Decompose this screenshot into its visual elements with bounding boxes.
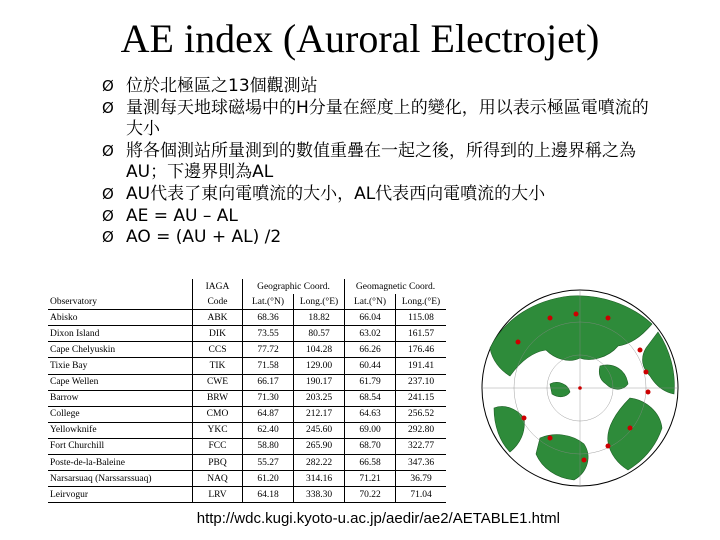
observatory-name: Tixie Bay [48, 358, 193, 374]
iaga-code: TIK [193, 358, 243, 374]
mag-lat: 66.58 [345, 455, 396, 471]
mag-lat: 66.04 [345, 310, 396, 326]
header-geomagnetic: Geomagnetic Coord. [345, 279, 447, 294]
bullet-list [102, 76, 662, 249]
geo-lat: 58.80 [243, 438, 294, 454]
mag-long: 237.10 [396, 374, 447, 390]
geo-lat: 77.72 [243, 342, 294, 358]
geo-lat: 64.18 [243, 487, 294, 503]
mag-lat: 63.02 [345, 326, 396, 342]
mag-long: 36.79 [396, 471, 447, 487]
mag-lat: 70.22 [345, 487, 396, 503]
header-lat-mag: Lat.(°N) [345, 294, 396, 310]
polar-map-icon [480, 288, 680, 488]
geo-long: 265.90 [294, 438, 345, 454]
table-row [48, 438, 446, 454]
bullet-item [102, 98, 662, 141]
iaga-code: LRV [193, 487, 243, 503]
mag-long: 115.08 [396, 310, 447, 326]
bullet-text: AE = AU – AL [126, 205, 238, 226]
observatory-table [48, 279, 446, 503]
mag-long: 71.04 [396, 487, 447, 503]
mag-long: 176.46 [396, 342, 447, 358]
table-row [48, 374, 446, 390]
observatory-name: Narsarsuaq (Narssarssuaq) [48, 471, 193, 487]
iaga-code: BRW [193, 390, 243, 406]
geo-long: 245.60 [294, 422, 345, 438]
geo-long: 18.82 [294, 310, 345, 326]
mag-lat: 69.00 [345, 422, 396, 438]
geo-long: 282.22 [294, 455, 345, 471]
arrow-bullet-icon: Ø [102, 141, 114, 160]
geo-long: 129.00 [294, 358, 345, 374]
header-iaga: IAGA [193, 279, 243, 294]
geo-long: 190.17 [294, 374, 345, 390]
iaga-code: CMO [193, 406, 243, 422]
iaga-code: NAQ [193, 471, 243, 487]
table-row [48, 471, 446, 487]
table-row [48, 487, 446, 503]
table-row [48, 326, 446, 342]
geo-lat: 55.27 [243, 455, 294, 471]
mag-long: 161.57 [396, 326, 447, 342]
mag-lat: 61.79 [345, 374, 396, 390]
geo-lat: 66.17 [243, 374, 294, 390]
geo-lat: 64.87 [243, 406, 294, 422]
observatory-name: Fort Churchill [48, 438, 193, 454]
geo-long: 314.16 [294, 471, 345, 487]
arrow-bullet-icon: Ø [102, 77, 114, 95]
arrow-bullet-icon: Ø [102, 206, 114, 225]
geo-lat: 61.20 [243, 471, 294, 487]
geo-lat: 73.55 [243, 326, 294, 342]
mag-lat: 60.44 [345, 358, 396, 374]
mag-long: 347.36 [396, 455, 447, 471]
mag-long: 191.41 [396, 358, 447, 374]
table-row [48, 422, 446, 438]
bullet-item [102, 227, 662, 249]
header-lat-geo: Lat.(°N) [243, 294, 294, 310]
bullet-text: 量測每天地球磁場中的H分量在經度上的變化，用以表示極區電噴流的大小 [126, 97, 649, 140]
source-url: http://wdc.kugi.kyoto-u.ac.jp/aedir/ae2/AETABLE1.html [196, 510, 560, 527]
bullet-text: AO = (AU + AL) /2 [126, 227, 282, 248]
arrow-bullet-icon: Ø [102, 184, 114, 203]
geo-long: 104.28 [294, 342, 345, 358]
bullet-item [102, 206, 662, 228]
table-row [48, 390, 446, 406]
mag-long: 241.15 [396, 390, 447, 406]
geo-long: 212.17 [294, 406, 345, 422]
iaga-code: CCS [193, 342, 243, 358]
iaga-code: ABK [193, 310, 243, 326]
observatory-name: Yellowknife [48, 422, 193, 438]
bullet-item [102, 76, 662, 98]
header-long-mag: Long.(°E) [396, 294, 447, 310]
table-row [48, 455, 446, 471]
table-row [48, 342, 446, 358]
geo-lat: 71.30 [243, 390, 294, 406]
geo-long: 80.57 [294, 326, 345, 342]
arrow-bullet-icon: Ø [102, 98, 114, 117]
bullet-text: 位於北極區之13個觀測站 [126, 76, 318, 96]
table-row [48, 358, 446, 374]
bullet-item [102, 184, 662, 206]
observatory-name: Leirvogur [48, 487, 193, 503]
observatory-name: Barrow [48, 390, 193, 406]
mag-lat: 68.54 [345, 390, 396, 406]
observatory-name: Poste-de-la-Baleine [48, 455, 193, 471]
arrow-bullet-icon: Ø [102, 228, 114, 247]
geo-long: 203.25 [294, 390, 345, 406]
geo-long: 338.30 [294, 487, 345, 503]
geo-lat: 71.58 [243, 358, 294, 374]
mag-lat: 64.63 [345, 406, 396, 422]
header-long-geo: Long.(°E) [294, 294, 345, 310]
slide-title: AE index (Auroral Electrojet) [120, 16, 600, 61]
table-row [48, 406, 446, 422]
geo-lat: 62.40 [243, 422, 294, 438]
mag-lat: 66.26 [345, 342, 396, 358]
bullet-text: AU代表了東向電噴流的大小，AL代表西向電噴流的大小 [126, 183, 546, 204]
observatory-name: Cape Chelyuskin [48, 342, 193, 358]
iaga-code: PBQ [193, 455, 243, 471]
observatory-name: College [48, 406, 193, 422]
table-header-row [48, 279, 446, 294]
mag-long: 292.80 [396, 422, 447, 438]
iaga-code: DIK [193, 326, 243, 342]
mag-long: 322.77 [396, 438, 447, 454]
mag-long: 256.52 [396, 406, 447, 422]
geo-lat: 68.36 [243, 310, 294, 326]
mag-lat: 71.21 [345, 471, 396, 487]
bullet-item [102, 141, 662, 184]
observatory-name: Abisko [48, 310, 193, 326]
table-subheader-row [48, 294, 446, 310]
table-row [48, 310, 446, 326]
iaga-code: YKC [193, 422, 243, 438]
bullet-text: 將各個測站所量測到的數值重疊在一起之後，所得到的上邊界稱之為AU；下邊界則為AL [126, 140, 636, 183]
iaga-code: FCC [193, 438, 243, 454]
iaga-code: CWE [193, 374, 243, 390]
header-observatory: Observatory [48, 294, 193, 310]
header-code: Code [193, 294, 243, 310]
header-geographic: Geographic Coord. [243, 279, 345, 294]
observatory-name: Cape Wellen [48, 374, 193, 390]
mag-lat: 68.70 [345, 438, 396, 454]
observatory-name: Dixon Island [48, 326, 193, 342]
